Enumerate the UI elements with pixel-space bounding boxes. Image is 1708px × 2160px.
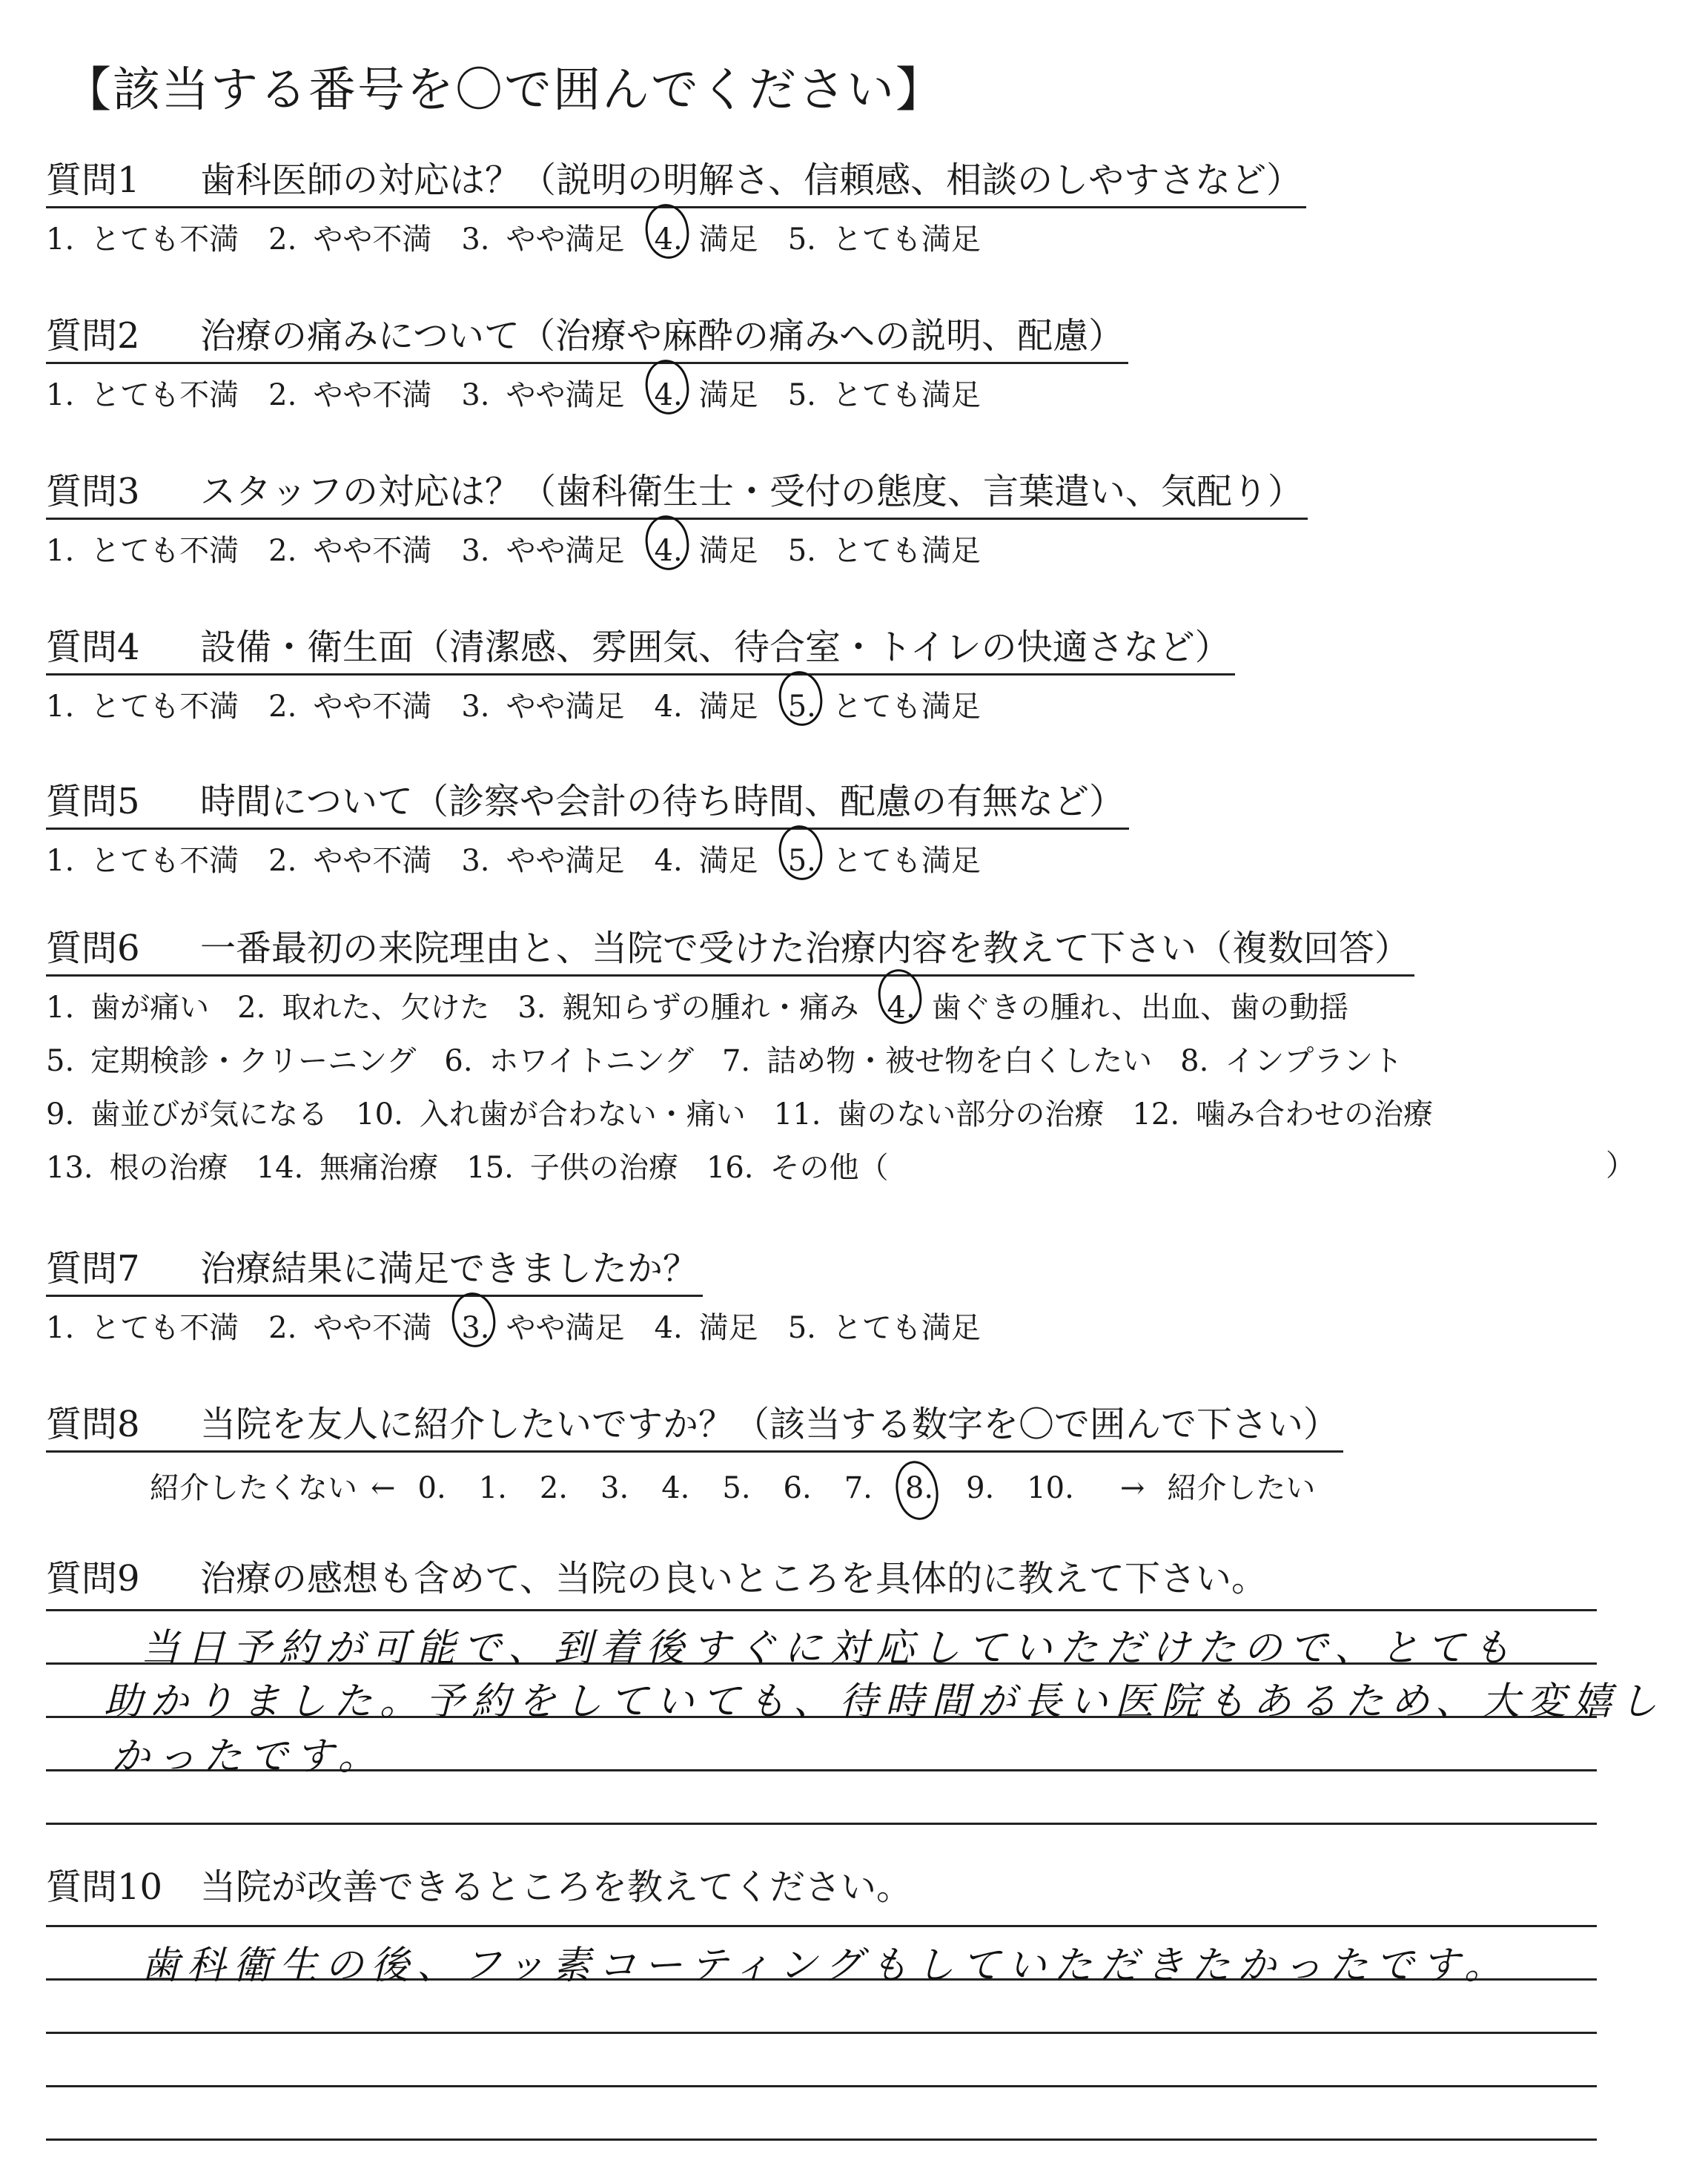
rating-options <box>46 1304 1010 1347</box>
question-2 <box>46 307 1124 414</box>
option-5[interactable] <box>788 683 981 725</box>
option-3[interactable] <box>461 837 624 879</box>
option-number: 4. <box>887 981 916 1034</box>
option-number: 8. <box>1180 1044 1209 1078</box>
option-label: やや満足 <box>506 534 625 568</box>
option-label: やや満足 <box>506 844 625 878</box>
option-number: 7. <box>721 1044 751 1078</box>
question-number: 質問6 <box>46 928 140 969</box>
option-number: 3. <box>461 222 490 257</box>
option-label: 満足 <box>698 222 758 257</box>
option-number: 5. <box>787 378 816 412</box>
option-number: 4. <box>654 378 683 412</box>
option-label: やや満足 <box>506 222 625 257</box>
option-label: とても満足 <box>832 534 981 568</box>
handwritten-answer-line: かったです。 <box>111 1734 384 1779</box>
option-number: 1. <box>46 991 75 1025</box>
question-8 <box>46 1396 1339 1507</box>
option-label: 子供の治療 <box>529 1151 678 1185</box>
option-row <box>46 981 1461 1034</box>
option-label: やや不満 <box>313 222 432 257</box>
option-label: やや不満 <box>313 534 432 568</box>
question-number: 質問7 <box>46 1248 140 1289</box>
option-label: 定期検診・クリーニング <box>90 1044 417 1078</box>
option-number: 2. <box>268 534 297 568</box>
right-arrow-icon: → <box>1119 1471 1145 1505</box>
option-number: 2. <box>268 222 297 257</box>
option-2[interactable] <box>268 527 431 569</box>
option-4[interactable] <box>655 371 758 414</box>
option-number: 3. <box>461 1311 490 1345</box>
option-label: やや不満 <box>313 844 432 878</box>
option-number: 1. <box>46 690 75 724</box>
option-label: やや不満 <box>313 1311 432 1345</box>
question-label: 治療の感想も含めて、当院の良いところを具体的に教えて下さい。 <box>200 1558 1268 1599</box>
option-2[interactable] <box>237 981 489 1034</box>
rating-options <box>46 683 1231 725</box>
option-3[interactable] <box>461 1304 624 1347</box>
question-title <box>46 1240 698 1297</box>
rule-line <box>46 1925 1597 1927</box>
option-label: 満足 <box>698 534 758 568</box>
scale-step-8[interactable]: 8. <box>904 1471 934 1505</box>
option-label: とても満足 <box>832 690 981 724</box>
option-4[interactable] <box>887 981 1349 1034</box>
question-title <box>46 919 1410 977</box>
option-10[interactable] <box>356 1088 746 1141</box>
question-label: 時間について（診察や会計の待ち時間、配慮の有無など） <box>200 781 1125 822</box>
option-4[interactable] <box>655 683 758 725</box>
option-number: 5. <box>787 1311 816 1345</box>
option-1[interactable] <box>46 981 209 1034</box>
option-3[interactable] <box>461 216 624 258</box>
option-13[interactable] <box>46 1141 228 1195</box>
option-1[interactable] <box>46 216 239 258</box>
option-number: 2. <box>268 1311 297 1345</box>
rule-line <box>46 2138 1597 2141</box>
option-number: 1. <box>46 534 75 568</box>
option-2[interactable] <box>268 1304 431 1347</box>
question-5 <box>46 773 1125 879</box>
scale-step-4[interactable]: 4. <box>661 1471 690 1505</box>
option-number: 1. <box>46 844 75 878</box>
option-label: 入れ歯が合わない・痛い <box>419 1097 746 1132</box>
option-5[interactable] <box>46 1034 416 1088</box>
option-label: 歯並びが気になる <box>90 1097 328 1132</box>
option-4[interactable] <box>655 216 758 258</box>
option-label: 無痛治療 <box>320 1151 439 1185</box>
option-number: 2. <box>268 844 297 878</box>
option-label: 噛み合わせの治療 <box>1196 1097 1434 1132</box>
option-label: やや不満 <box>313 378 432 412</box>
scale-step-9[interactable]: 9. <box>966 1471 995 1505</box>
rule-line <box>46 2032 1597 2034</box>
rating-options <box>46 216 1302 258</box>
option-number: 4. <box>654 690 683 724</box>
recommend-scale <box>150 1464 1339 1507</box>
handwritten-answer-line: 歯科衛生の後、フッ素コーティングもしていただきたかったです。 <box>141 1943 1511 1988</box>
option-number: 4. <box>654 1311 683 1345</box>
scale-left-label: 紹介したくない <box>150 1471 357 1505</box>
option-2[interactable] <box>268 216 431 258</box>
option-label: 根の治療 <box>109 1151 228 1185</box>
option-number: 16. <box>706 1151 754 1185</box>
option-label: 歯が痛い <box>90 991 210 1025</box>
scale-right-label: 紹介したい <box>1167 1471 1316 1505</box>
option-2[interactable] <box>268 683 431 725</box>
option-label: 満足 <box>698 690 758 724</box>
option-15[interactable] <box>466 1141 678 1195</box>
option-3[interactable] <box>517 981 858 1034</box>
option-label: とても不満 <box>90 844 239 878</box>
option-number: 2. <box>237 991 266 1025</box>
handwritten-answer-line: 当日予約が可能で、到着後すぐに対応していただけたので、とても <box>141 1626 1518 1671</box>
option-label: 満足 <box>698 1311 758 1345</box>
question-title <box>46 307 1124 364</box>
option-number: 4. <box>654 222 683 257</box>
scale-step-3[interactable]: 3. <box>600 1471 629 1505</box>
option-number: 11. <box>773 1097 821 1132</box>
option-5[interactable] <box>788 216 981 258</box>
option-number: 2. <box>268 690 297 724</box>
rule-line <box>46 2085 1597 2087</box>
question-number: 質問10 <box>46 1866 163 1908</box>
option-label: やや不満 <box>313 690 432 724</box>
question-7 <box>46 1240 1010 1347</box>
option-5[interactable] <box>788 837 981 879</box>
option-number: 5. <box>46 1044 75 1078</box>
option-12[interactable] <box>1132 1088 1433 1141</box>
question-9 <box>46 1550 1267 1601</box>
question-6 <box>46 919 1461 1195</box>
option-8[interactable] <box>1180 1034 1403 1088</box>
option-number: 1. <box>46 222 75 257</box>
option-label: とても満足 <box>832 378 981 412</box>
option-3[interactable] <box>461 683 624 725</box>
question-title <box>46 1550 1267 1601</box>
option-number: 15. <box>466 1151 514 1185</box>
question-title <box>46 773 1125 830</box>
rating-options <box>46 371 1124 414</box>
option-14[interactable] <box>256 1141 439 1195</box>
option-label: 親知らずの腫れ・痛み <box>562 991 859 1025</box>
option-label: 歯ぐきの腫れ、出血、歯の動揺 <box>931 991 1349 1025</box>
option-3[interactable] <box>461 371 624 414</box>
option-label: インプラント <box>1225 1044 1403 1078</box>
option-number: 5. <box>787 222 816 257</box>
question-title <box>46 1396 1339 1453</box>
question-number: 質問8 <box>46 1404 140 1445</box>
option-1[interactable] <box>46 371 239 414</box>
scale-step-5[interactable]: 5. <box>722 1471 751 1505</box>
form-header: 【該当する番号を〇で囲んでください】 <box>64 63 944 118</box>
option-number: 9. <box>46 1097 75 1132</box>
question-title <box>46 1858 912 1909</box>
rating-options <box>46 837 1125 879</box>
question-label: 歯科医師の対応は？（説明の明解さ、信頼感、相談のしやすさなど） <box>200 159 1302 201</box>
option-16[interactable] <box>706 1141 889 1195</box>
option-row <box>46 1034 1461 1088</box>
question-number: 質問5 <box>46 781 140 822</box>
option-number: 5. <box>787 844 816 878</box>
question-3 <box>46 463 1303 569</box>
scale-step-1[interactable]: 1. <box>478 1471 507 1505</box>
option-label: やや満足 <box>506 1311 625 1345</box>
rating-options <box>46 527 1303 569</box>
scale-step-6[interactable]: 6. <box>783 1471 812 1505</box>
option-label: 満足 <box>698 378 758 412</box>
option-number: 5. <box>787 534 816 568</box>
option-11[interactable] <box>774 1088 1105 1141</box>
rule-line <box>46 1609 1597 1611</box>
option-number: 4. <box>654 534 683 568</box>
option-label: 歯のない部分の治療 <box>837 1097 1105 1132</box>
option-number: 4. <box>654 844 683 878</box>
question-1 <box>46 151 1302 258</box>
handwritten-answer-line: 助かりました。予約をしていても、待時間が長い医院もあるため、大変嬉し <box>104 1680 1665 1724</box>
question-label: 当院を友人に紹介したいですか？（該当する数字を〇で囲んで下さい） <box>200 1404 1340 1445</box>
reason-options <box>46 981 1461 1195</box>
option-label: やや満足 <box>506 690 625 724</box>
option-number: 13. <box>46 1151 93 1185</box>
option-label: やや満足 <box>506 378 625 412</box>
option-4[interactable] <box>655 1304 758 1347</box>
scale-step-7[interactable]: 7. <box>844 1471 873 1505</box>
option-label: とても満足 <box>832 844 981 878</box>
question-title <box>46 151 1302 208</box>
option-number: 3. <box>517 991 546 1025</box>
question-label: スタッフの対応は？（歯科衛生士・受付の態度、言葉遣い、気配り） <box>200 471 1304 512</box>
option-label: とても満足 <box>832 1311 981 1345</box>
option-1[interactable] <box>46 683 239 725</box>
other-close-paren: ） <box>1606 1149 1635 1183</box>
rule-line <box>46 1823 1597 1825</box>
scale-step-0[interactable]: 0. <box>417 1471 446 1505</box>
question-label: 設備・衛生面（清潔感、雰囲気、待合室・トイレの快適さなど） <box>200 627 1231 668</box>
option-number: 3. <box>461 844 490 878</box>
option-1[interactable] <box>46 837 239 879</box>
scale-step-2[interactable]: 2. <box>539 1471 569 1505</box>
question-label: 治療の痛みについて（治療や麻酔の痛みへの説明、配慮） <box>200 315 1125 357</box>
question-number: 質問2 <box>46 315 140 357</box>
question-number: 質問9 <box>46 1558 140 1599</box>
question-title <box>46 463 1303 520</box>
question-label: 治療結果に満足できましたか？ <box>200 1248 699 1289</box>
question-number: 質問3 <box>46 471 140 512</box>
option-row <box>46 1088 1461 1141</box>
option-label: 詰め物・被せ物を白くしたい <box>767 1044 1153 1078</box>
option-4[interactable] <box>655 837 758 879</box>
question-label: 一番最初の来院理由と、当院で受けた治療内容を教えて下さい（複数回答） <box>200 928 1411 969</box>
option-number: 10. <box>356 1097 403 1132</box>
option-label: 取れた、欠けた <box>282 991 490 1025</box>
option-6[interactable] <box>444 1034 694 1088</box>
option-label: とても満足 <box>832 222 981 257</box>
option-9[interactable] <box>46 1088 328 1141</box>
option-number: 2. <box>268 378 297 412</box>
option-5[interactable] <box>788 371 981 414</box>
question-number: 質問1 <box>46 159 140 201</box>
option-7[interactable] <box>722 1034 1152 1088</box>
option-number: 3. <box>461 690 490 724</box>
option-number: 3. <box>461 378 490 412</box>
option-number: 6. <box>444 1044 473 1078</box>
question-4 <box>46 618 1231 725</box>
option-4[interactable] <box>655 527 758 569</box>
option-3[interactable] <box>461 527 624 569</box>
question-label: 当院が改善できるところを教えてください。 <box>200 1866 913 1908</box>
option-label: その他（ <box>769 1151 889 1185</box>
option-number: 14. <box>256 1151 304 1185</box>
question-title <box>46 618 1231 676</box>
option-2[interactable] <box>268 371 431 414</box>
option-5[interactable] <box>788 527 981 569</box>
question-number: 質問4 <box>46 627 140 668</box>
option-5[interactable] <box>788 1304 981 1347</box>
option-1[interactable] <box>46 1304 239 1347</box>
question-10 <box>46 1858 912 1909</box>
option-2[interactable] <box>268 837 431 879</box>
scale-step-10[interactable]: 10. <box>1027 1471 1074 1505</box>
option-1[interactable] <box>46 527 239 569</box>
option-number: 12. <box>1132 1097 1180 1132</box>
option-label: 満足 <box>698 844 758 878</box>
option-label: とても不満 <box>90 222 239 257</box>
left-arrow-icon: ← <box>371 1471 396 1505</box>
option-label: とても不満 <box>90 378 239 412</box>
option-label: とても不満 <box>90 690 239 724</box>
option-label: とても不満 <box>90 1311 239 1345</box>
option-number: 1. <box>46 378 75 412</box>
option-row <box>46 1141 1461 1195</box>
option-label: とても不満 <box>90 534 239 568</box>
option-number: 3. <box>461 534 490 568</box>
option-number: 1. <box>46 1311 75 1345</box>
option-label: ホワイトニング <box>489 1044 694 1078</box>
option-number: 5. <box>787 690 816 724</box>
